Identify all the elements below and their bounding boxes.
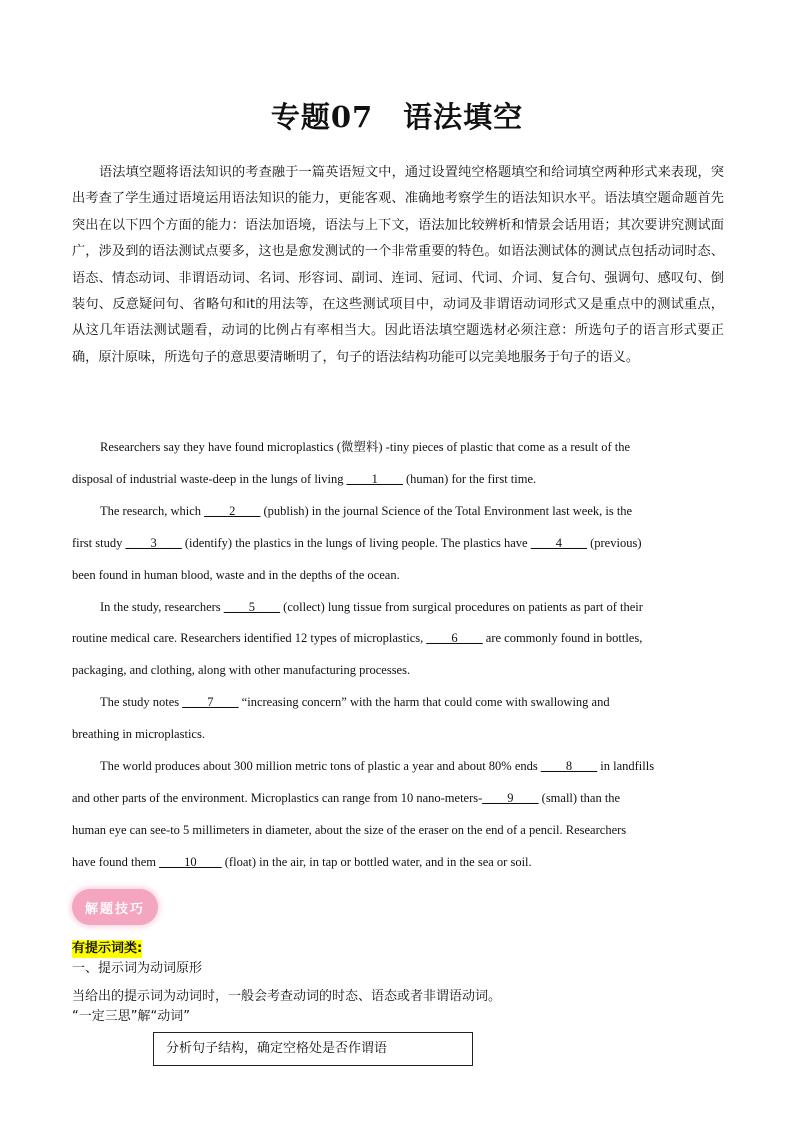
passage-line: first study ____3____ (identify) the plastics in the lungs of living people. The plastics have ____4____ (previous) [72,535,642,550]
passage-line: In the study, researchers ____5____ (collect) lung tissue from surgical procedures on patients as part of their [100,599,643,614]
passage-line: The research, which ____2____ (publish) in the journal Science of the Total Environment last week, is the [100,503,633,518]
flow-step-box: 分析句子结构，确定空格处是否作谓语 [153,1032,473,1066]
blank-4[interactable]: ____4____ [530,535,587,550]
passage-line: breathing in microplastics. [72,727,205,742]
blank-9[interactable]: ____9____ [482,790,539,805]
passage-line: and other parts of the environment. Microplastics can range from 10 nano-meters-____9____ (small) than the [72,790,621,805]
blank-3[interactable]: ____3____ [125,535,182,550]
cloze-passage [72,432,732,879]
blank-2[interactable]: ____2____ [204,503,261,518]
hint-word-heading: 有提示词类: [72,941,143,956]
passage-line: routine medical care. Researchers identified 12 types of microplastics, ____6____ are commonly found in bottles, [72,631,643,646]
intro-paragraph: 语法填空题将语法知识的考查融于一篇英语短文中，通过设置纯空格题填空和给词填空两种形式来表现，突出考查了学生通过语境运用语法知识的能力，更能客观、准确地考察学生的语法知识水平。语法填空题命题首先突出在以下四个方面的能力：语法加语境，语法与上下文，语法加比较辨析和情景会话用语；其次要讲究测试面广，涉及到的语法测试点要多，这也是愈发测试的一个非常重要的特色。如语法测试体的测试点包括动词时态、语态、情态动词、非谓语动词、名词、形容词、副词、连词、冠词、代词、介词、复合句、强调句、感叹句、倒装句、反意疑问句、省略句和it的用法等，在这些测试项目中，动词及非谓语动词形式又是重点中的测试重点，从这几年语法测试题看，动词的比例占有率相当大。因此语法填空题选材必须注意：所选句子的语言形式要正确，原汁原味，所选句子的意思要清晰明了，句子的语法结构功能可以完美地服务于句子的语义。 [72,165,724,365]
passage-line: disposal of industrial waste-deep in the lungs of living ____1____ (human) for the first time. [72,471,537,486]
tip-point-three-thoughts: “一定三思”解“动词” [72,1009,190,1024]
passage-line: The world produces about 300 million metric tons of plastic a year and about 80% ends ____8____ in landfills [100,759,655,774]
tips-badge: 解题技巧 [72,889,158,925]
passage-line: packaging, and clothing, along with other manufacturing processes. [72,663,411,678]
blank-7[interactable]: ____7____ [182,695,239,710]
passage-line: The study notes ____7____ “increasing concern” with the harm that could come with swallowing and [100,695,610,710]
blank-1[interactable]: ____1____ [346,471,403,486]
blank-10[interactable]: ____10____ [159,854,222,869]
title-topic-number: 专题07 [270,100,374,134]
tip-point-verb-explain: 当给出的提示词为动词时，一般会考查动词的时态、语态或者非谓语动词。 [72,989,502,1004]
passage-line: have found them ____10____ (float) in the air, in tap or bottled water, and in the sea or soil. [72,854,532,869]
passage-line: been found in human blood, waste and in the depths of the ocean. [72,567,400,582]
blank-5[interactable]: ____5____ [223,599,281,614]
tip-point-verb-base: 一、提示词为动词原形 [72,961,203,976]
page-title [0,95,794,136]
passage-line: Researchers say they have found microplastics (微塑料) -tiny pieces of plastic that come as a result of the [100,440,631,454]
blank-6[interactable]: ____6____ [426,631,483,646]
blank-8[interactable]: ____8____ [540,759,598,774]
passage-line: human eye can see-to 5 millimeters in diameter, about the size of the eraser on the end of a pencil. Researchers [72,822,627,837]
title-topic-name: 语法填空 [403,100,524,134]
